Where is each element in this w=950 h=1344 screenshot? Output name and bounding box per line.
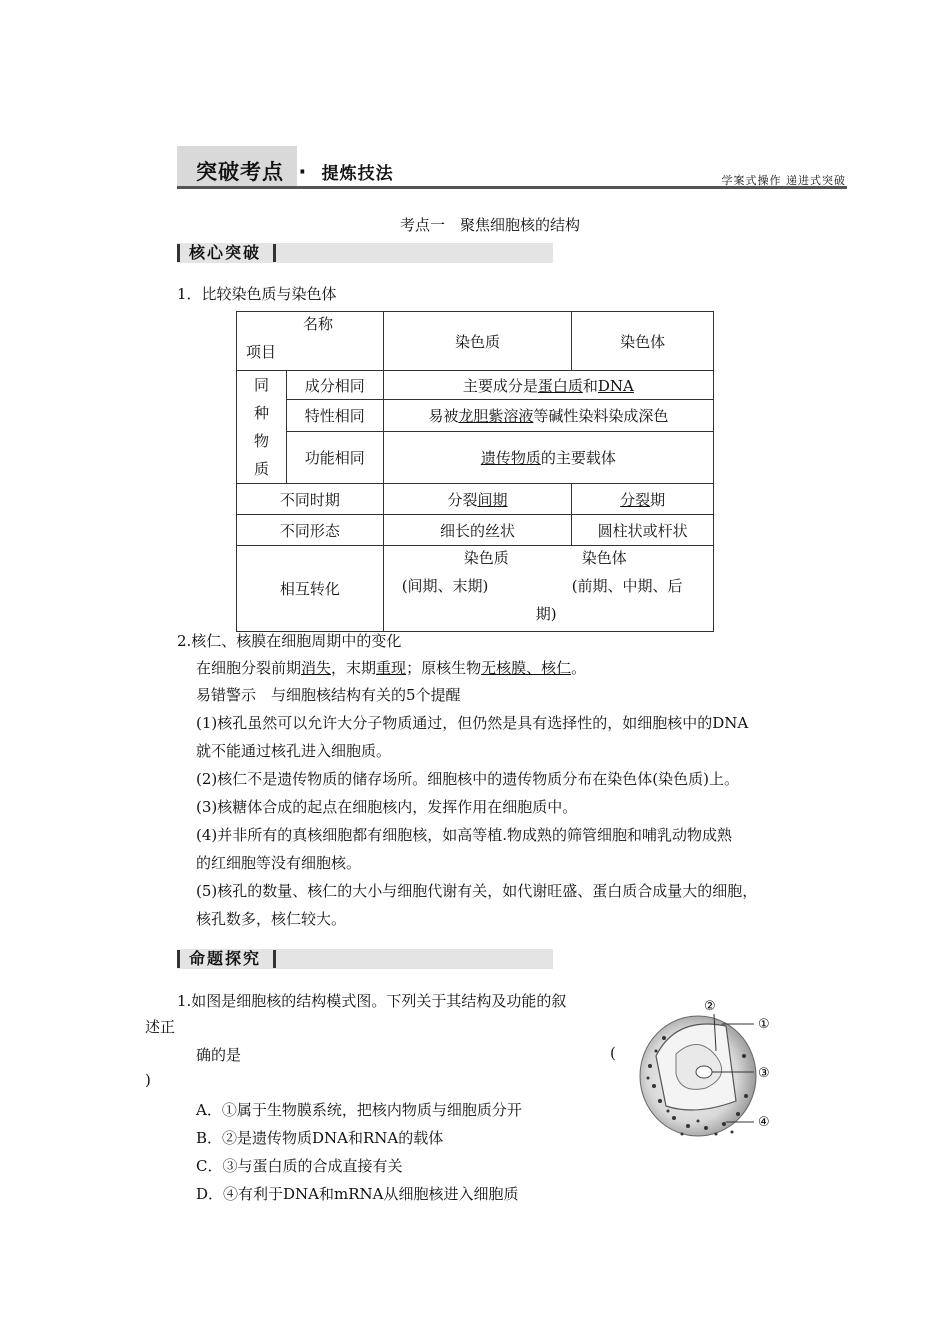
label-2: ② — [704, 999, 716, 1014]
convert-chromosome: 染色体 — [581, 548, 627, 567]
row-label-composition: 成分相同 — [286, 371, 383, 400]
section-label: 核心突破 — [189, 243, 262, 262]
same-char-2: 种 — [253, 404, 269, 422]
row-period-chromosome — [572, 484, 714, 515]
underline-no-nucleus: 无核膜、核仁 — [481, 659, 572, 677]
label-3: ③ — [758, 1066, 770, 1081]
option-b[interactable]: B．②是遗传物质DNA和RNA的载体 — [196, 1129, 444, 1147]
topic-title: 考点一 聚焦细胞核的结构 — [399, 216, 580, 234]
warning-line-3: (2)核仁不是遗传物质的储存场所。细胞核中的遗传物质分布在染色体(染色质)上。 — [196, 770, 739, 788]
section-head-explore — [177, 949, 553, 969]
option-c[interactable]: C．③与蛋白质的合成直接有关 — [196, 1157, 403, 1175]
label-1: ① — [758, 1017, 770, 1032]
question-stem-3: 确的是 — [196, 1046, 242, 1064]
text: 和 — [582, 376, 598, 395]
table-corner-cell — [237, 312, 384, 371]
text: 易被 — [428, 406, 459, 425]
nucleolus — [696, 1066, 712, 1078]
text: 等碱性染料染成深色 — [533, 406, 669, 425]
section-label: 命题探究 — [189, 949, 262, 968]
item2-paragraph — [196, 657, 586, 678]
row-shape-chromatin: 细长的丝状 — [383, 515, 572, 546]
warning-line-1: (1)核孔虽然可以允许大分子物质通过，但仍然是具有选择性的，如细胞核中的DNA — [196, 714, 749, 732]
text: 在细胞分裂前期 — [196, 659, 302, 677]
question-stem-2: 述正 — [145, 1018, 176, 1036]
underline-interphase: 间期 — [477, 490, 508, 509]
underline-protein: 蛋白质 — [537, 376, 583, 395]
warning-line-4: (3)核糖体合成的起点在细胞核内，发挥作用在细胞质中。 — [196, 798, 578, 816]
row-shape-chromosome: 圆柱状或杆状 — [572, 515, 714, 546]
col-header-chromatin: 染色质 — [383, 312, 572, 371]
comparison-table — [236, 311, 714, 632]
warning-line-8: 核孔数多，核仁较大。 — [196, 910, 347, 928]
label-4: ④ — [758, 1115, 770, 1130]
question-stem-1: 1.如图是细胞核的结构模式图。下列关于其结构及功能的叙 — [177, 992, 567, 1010]
underline-reappear: 重现 — [376, 659, 407, 677]
text: 期 — [650, 490, 666, 509]
underline-disappear: 消失 — [301, 659, 332, 677]
section-bar-left — [177, 244, 180, 262]
header-title — [196, 156, 394, 186]
row-value-function — [383, 431, 713, 483]
header-title-dot: · — [298, 160, 308, 184]
text: ；原核生物 — [406, 659, 482, 677]
row-period-chromatin — [383, 484, 572, 515]
convert-chromatin: 染色质 — [463, 548, 509, 567]
row-label-property: 特性相同 — [286, 400, 383, 431]
convert-chromatin-phase: (间期、末期) — [401, 576, 489, 595]
row-value-property — [383, 400, 713, 431]
underline-genetic-material: 遗传物质 — [480, 448, 541, 467]
row-label-convert: 相互转化 — [237, 546, 384, 632]
same-char-1: 同 — [253, 376, 269, 394]
item2-title: 2.核仁、核膜在细胞周期中的变化 — [177, 632, 402, 650]
underline-division: 分裂 — [620, 490, 651, 509]
text: 主要成分是 — [462, 376, 538, 395]
text: 。 — [571, 659, 587, 677]
section-bar-right — [273, 244, 276, 262]
warning-line-2: 就不能通过核孔进入细胞质。 — [196, 742, 392, 760]
row-label-shape: 不同形态 — [237, 515, 384, 546]
item1-title: 1．比较染色质与染色体 — [177, 285, 337, 303]
convert-chromosome-phase: (前期、中期、后 — [571, 576, 683, 595]
row-label-period: 不同时期 — [237, 484, 384, 515]
section-bar-left — [177, 950, 180, 968]
corner-bottom-label: 项目 — [246, 342, 277, 361]
header-title-sub: 提炼技法 — [321, 164, 394, 184]
warning-line-5: (4)并非所有的真核细胞都有细胞核，如高等植.物成熟的筛管细胞和哺乳动物成熟 — [196, 826, 733, 844]
row-convert-cell — [383, 546, 713, 632]
warning-line-7: (5)核孔的数量、核仁的大小与细胞代谢有关，如代谢旺盛、蛋白质合成量大的细胞， — [196, 882, 758, 900]
header-title-main: 突破考点 — [196, 160, 284, 184]
answer-paren-open: ( — [610, 1044, 616, 1062]
text: 分裂 — [447, 490, 478, 509]
header-right-text: 学案式操作 递进式突破 — [721, 174, 846, 187]
same-char-3: 物 — [253, 432, 269, 450]
underline-stain: 龙胆紫溶液 — [458, 406, 534, 425]
row-value-composition — [383, 371, 713, 400]
col-header-chromosome: 染色体 — [572, 312, 714, 371]
text: ，末期 — [331, 659, 377, 677]
section-bar-right — [273, 950, 276, 968]
same-substance-cell — [237, 371, 287, 484]
warning-title: 易错警示 与细胞核结构有关的5个提醒 — [196, 686, 461, 704]
text: 的主要载体 — [540, 448, 616, 467]
nucleus-diagram — [636, 996, 786, 1146]
option-a[interactable]: A．①属于生物膜系统，把核内物质与细胞质分开 — [196, 1101, 522, 1119]
section-head-core — [177, 243, 553, 263]
option-d[interactable]: D．④有利于DNA和mRNA从细胞核进入细胞质 — [196, 1185, 519, 1203]
row-label-function: 功能相同 — [286, 431, 383, 483]
underline-dna: DNA — [597, 376, 634, 395]
warning-line-6: 的红细胞等没有细胞核。 — [196, 854, 362, 872]
corner-top-label: 名称 — [303, 314, 334, 333]
same-char-4: 质 — [253, 460, 269, 478]
convert-chromosome-phase-end: 期) — [535, 604, 557, 623]
answer-paren-close: ) — [145, 1071, 151, 1089]
